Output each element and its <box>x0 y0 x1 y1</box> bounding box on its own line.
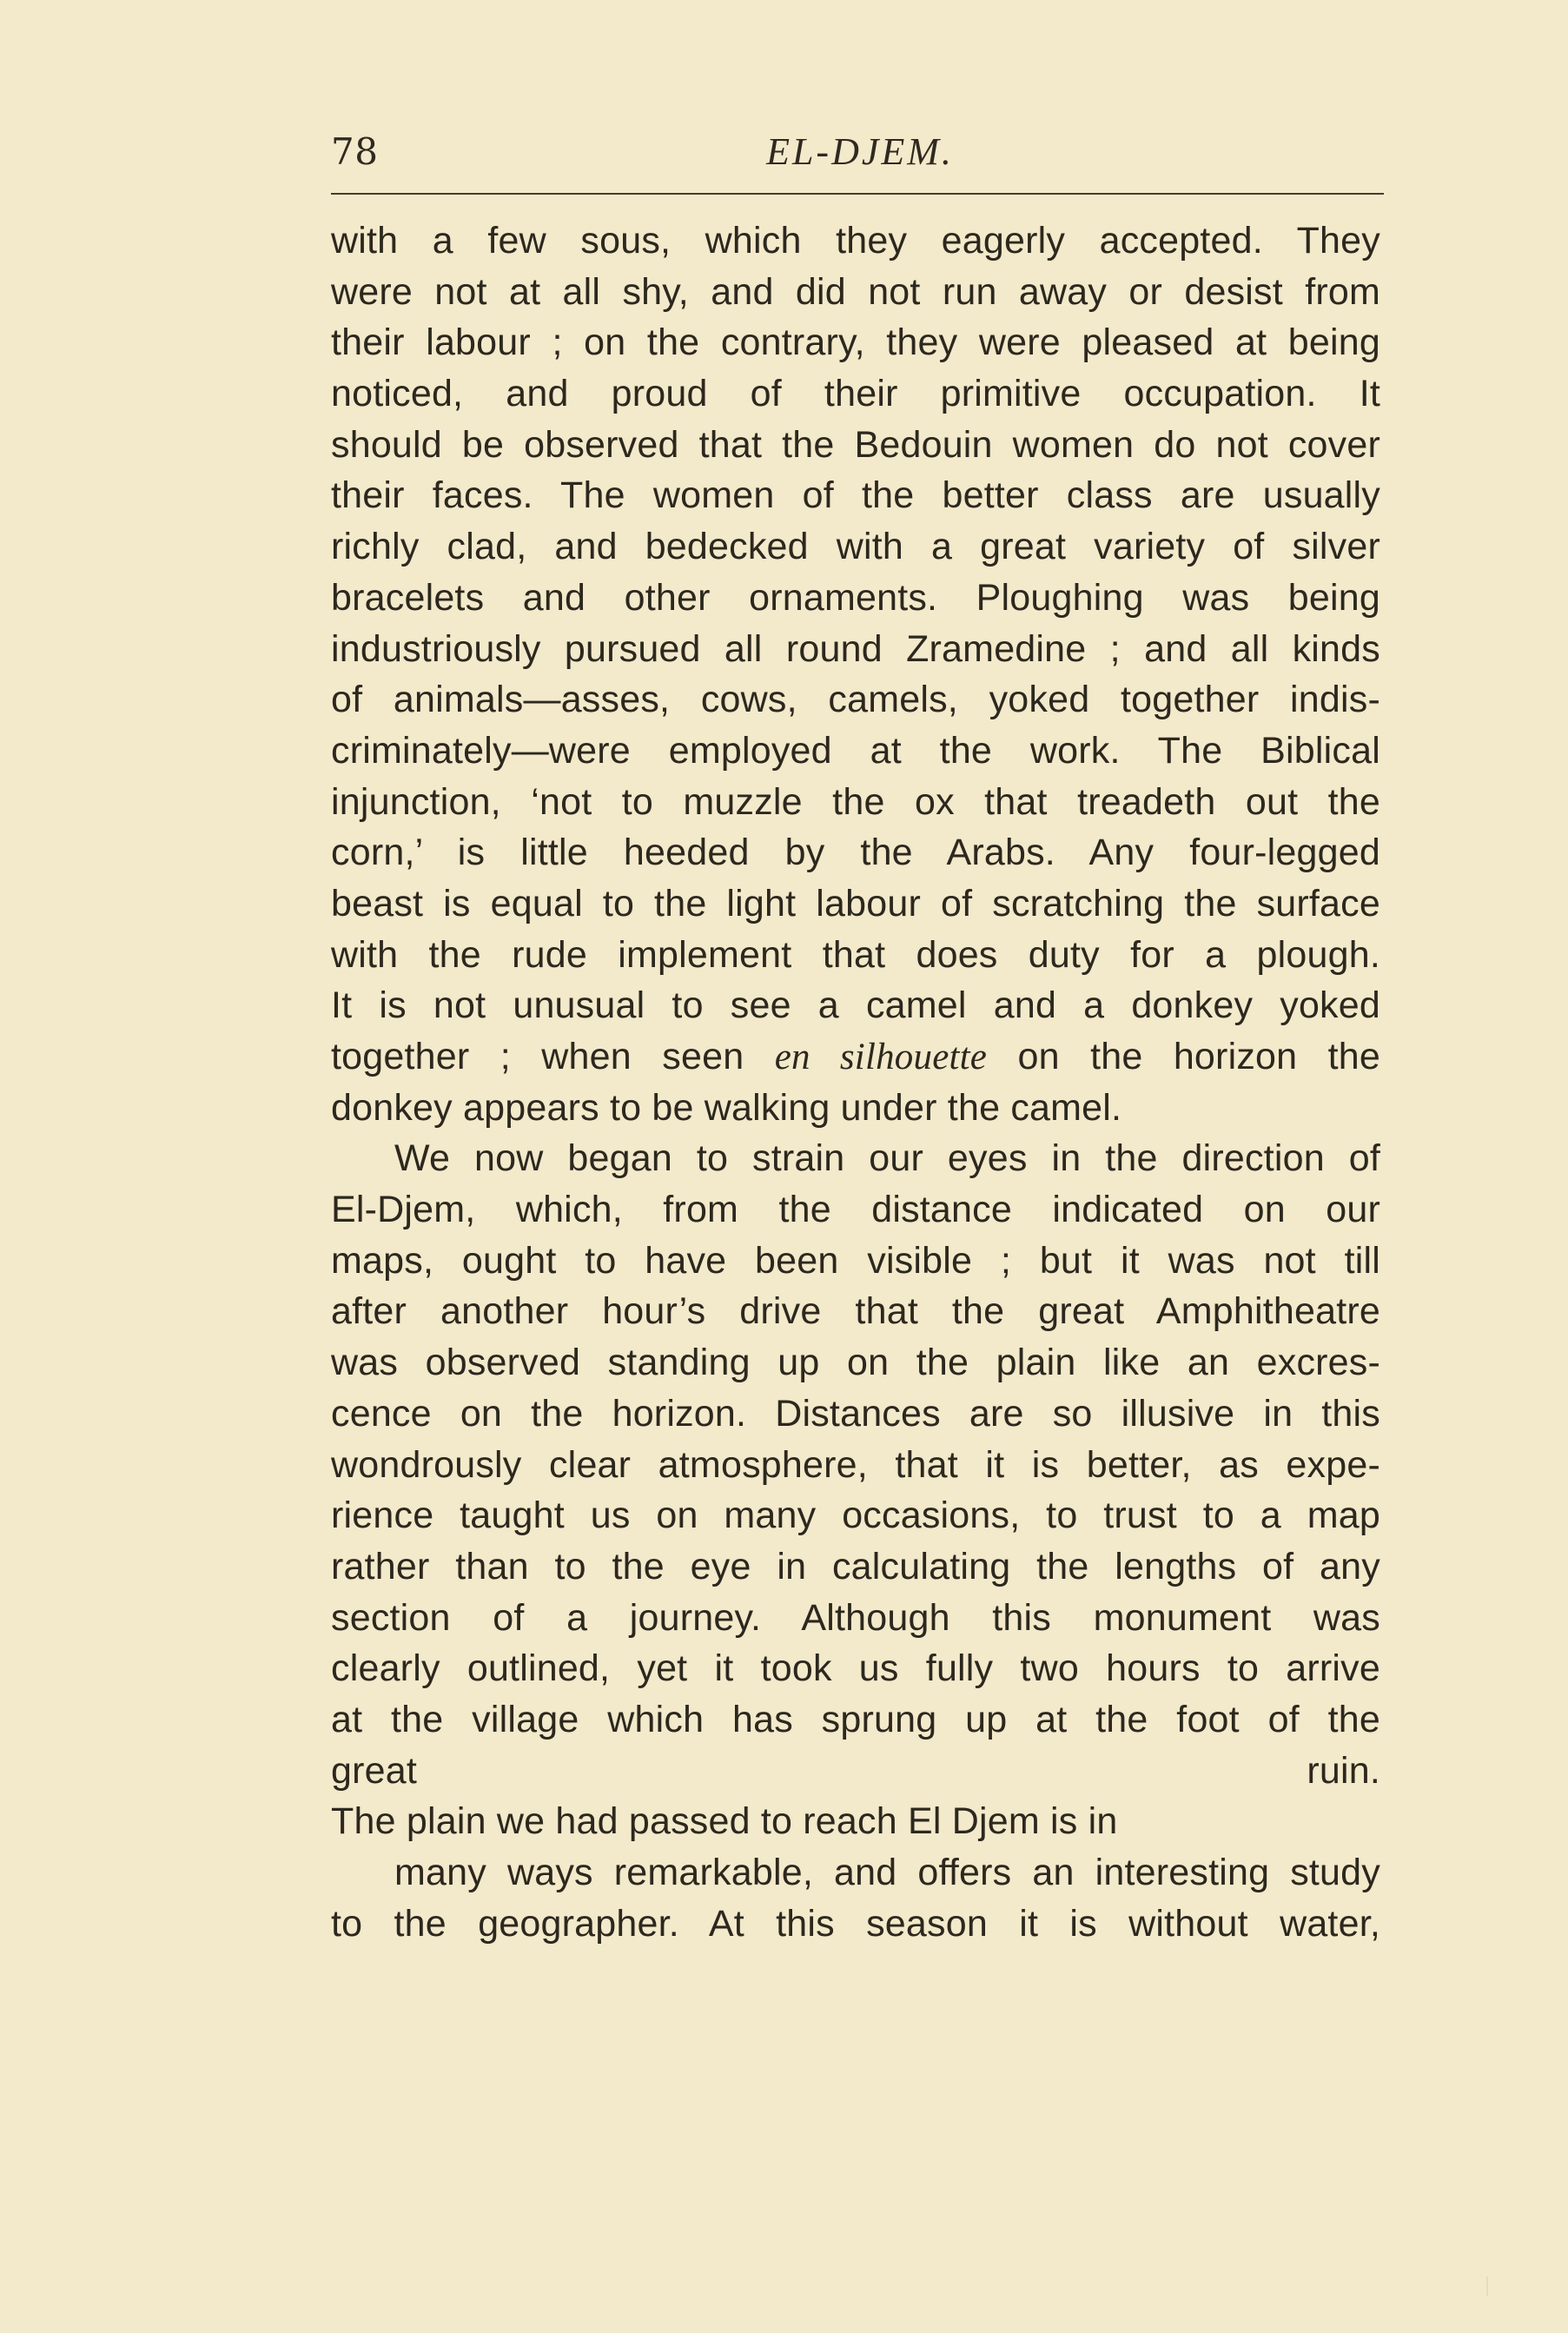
body-text <box>331 215 1380 2000</box>
running-title: EL-DJEM. <box>766 130 954 173</box>
text-line: cence on the horizon. Distances are so illusive in this <box>331 1392 1380 1435</box>
paragraph-end-line: The plain we had passed to reach El Djem is in <box>331 1800 1118 1843</box>
text-line: maps, ought to have been visible ; but it was not till <box>331 1239 1380 1282</box>
header-rule <box>331 193 1384 195</box>
page-header <box>331 123 1384 191</box>
page-number: 78 <box>331 130 379 173</box>
paragraph-start-line: We now began to strain our eyes in the direction of <box>394 1137 1380 1180</box>
text-line: their labour ; on the contrary, they were pleased at being <box>331 321 1380 364</box>
text-line: rather than to the eye in calculating the lengths of any <box>331 1545 1380 1587</box>
text-line: richly clad, and bedecked with a great variety of silver <box>331 526 1380 568</box>
text-line: with the rude implement that does duty for a plough. <box>331 933 1380 976</box>
paragraph-start-line: many ways remarkable, and offers an interesting study <box>394 1852 1380 1893</box>
text-line: great ruin. <box>331 1749 1380 1792</box>
text-line <box>331 1949 1380 2000</box>
text-segment: together ; when seen <box>331 1036 775 1077</box>
text-line: It is not unusual to see a camel and a donkey yoked <box>331 984 1380 1027</box>
text-line-with-italic <box>331 1031 1380 1083</box>
text-line: bracelets and other ornaments. Ploughing was being <box>331 576 1380 619</box>
text-line: corn,’ is little heeded by the Arabs. Any four-legged <box>331 832 1380 874</box>
text-line: criminately—were employed at the work. The Biblical <box>331 729 1380 772</box>
text-line: section of a journey. Although this monument was <box>331 1596 1380 1639</box>
text-line: after another hour’s drive that the great Amphitheatre <box>331 1290 1380 1333</box>
text-line: of animals—asses, cows, camels, yoked together indis- <box>331 679 1380 721</box>
text-segment: on the horizon the <box>987 1036 1381 1077</box>
text-line: was observed standing up on the plain like an excres- <box>331 1342 1380 1384</box>
paragraph-end-line: donkey appears to be walking under the camel. <box>331 1086 1122 1129</box>
text-line: their faces. The women of the better class are usually <box>331 474 1380 517</box>
text-line: El-Djem, which, from the distance indicated on our <box>331 1189 1380 1231</box>
text-line: to the geographer. At this season it is without water, <box>331 1902 1380 1945</box>
text-line: clearly outlined, yet it took us fully two hours to arrive <box>331 1647 1380 1690</box>
text-line: injunction, ‘not to muzzle the ox that treadeth out the <box>331 780 1380 823</box>
text-line: were not at all shy, and did not run away or desist from <box>331 270 1380 313</box>
text-line: rience taught us on many occasions, to trust to a map <box>331 1495 1380 1537</box>
text-line: should be observed that the Bedouin women do not cover <box>331 423 1380 466</box>
paper-speck <box>1486 2277 1488 2296</box>
text-line: at the village which has sprung up at the foot of the <box>331 1698 1380 1740</box>
text-line: industriously pursued all round Zramedine ; and all kinds <box>331 627 1380 670</box>
text-line: beast is equal to the light labour of scratching the surface <box>331 882 1380 925</box>
text-line: noticed, and proud of their primitive occupation. It <box>331 373 1380 415</box>
text-line: wondrously clear atmosphere, that it is better, as expe- <box>331 1443 1380 1486</box>
italic-phrase: en silhouette <box>774 1037 988 1077</box>
text-line: with a few sous, which they eagerly accepted. They <box>331 220 1380 262</box>
